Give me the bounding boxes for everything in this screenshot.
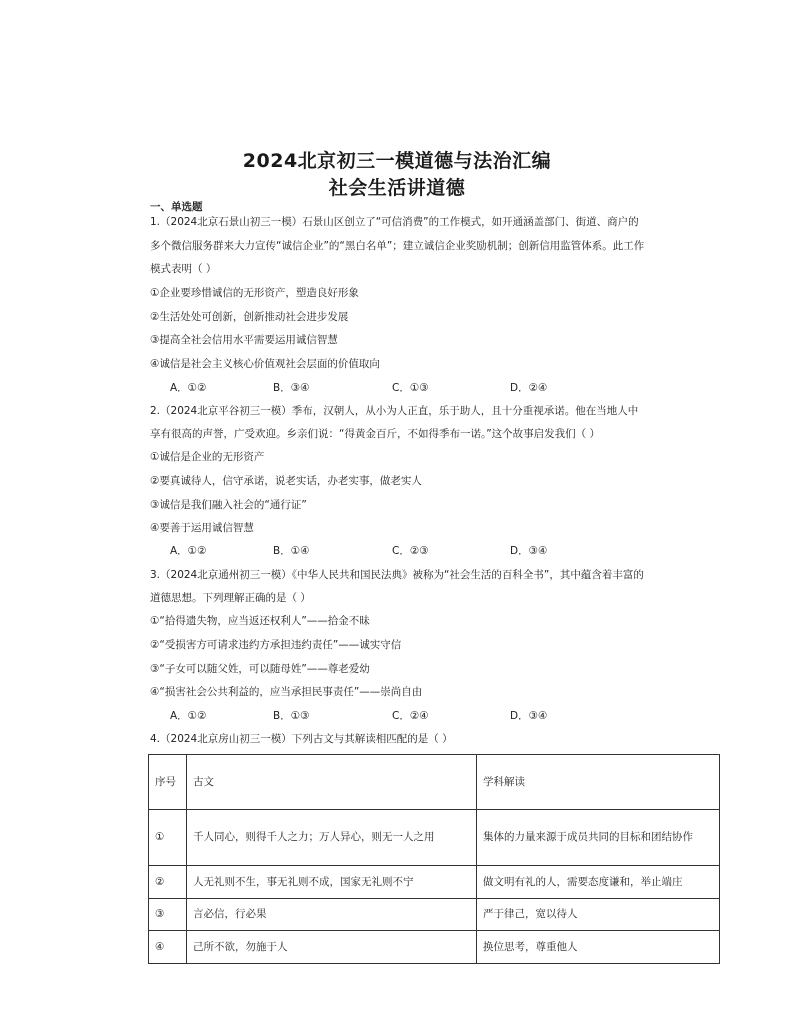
q1-option-b: B．③④ bbox=[273, 382, 310, 394]
q2-option-d: D．③④ bbox=[510, 545, 548, 557]
table-cell: 己所不欲，勿施于人 bbox=[187, 931, 477, 964]
matching-table bbox=[148, 754, 720, 964]
section-label: 一、单选题 bbox=[150, 201, 203, 213]
q2-option-a: A．①② bbox=[170, 545, 207, 557]
q1-item-1: ①企业要珍惜诚信的无形资产，塑造良好形象 bbox=[150, 287, 359, 299]
table-row bbox=[149, 866, 720, 899]
table-row bbox=[149, 810, 720, 866]
q2-stem-line-2: 享有很高的声誉，广受欢迎。乡亲们说：“得黄金百斤，不如得季布一诺。”这个故事启发我们（ ） bbox=[150, 428, 600, 440]
table-header-cell: 古文 bbox=[187, 755, 477, 810]
q3-stem-line-2: 道德思想。下列理解正确的是（ ） bbox=[150, 592, 311, 604]
q1-option-c: C．①③ bbox=[392, 382, 429, 394]
q1-option-d: D．②④ bbox=[510, 382, 548, 394]
q3-stem-line-1: 3.（2024北京通州初三一模）《中华人民共和国民法典》被称为“社会生活的百科全书”，其中蕴含着丰富的 bbox=[150, 569, 644, 581]
table-cell: 做文明有礼的人，需要态度谦和，举止端庄 bbox=[477, 866, 720, 899]
table-header-cell: 序号 bbox=[149, 755, 187, 810]
q1-stem-line-2: 多个微信服务群来大力宣传“诚信企业”的“黑白名单”；建立诚信企业奖励机制；创新信用监管体系。此工作 bbox=[150, 240, 645, 252]
table-cell: ② bbox=[149, 866, 187, 899]
q1-item-4: ④诚信是社会主义核心价值观社会层面的价值取向 bbox=[150, 358, 380, 370]
table-cell: 集体的力量来源于成员共同的目标和团结协作 bbox=[477, 810, 720, 866]
q2-item-2: ②要真诚待人，信守承诺，说老实话，办老实事，做老实人 bbox=[150, 475, 422, 487]
q3-option-b: B．①③ bbox=[273, 710, 310, 722]
q1-item-3: ③提高全社会信用水平需要运用诚信智慧 bbox=[150, 334, 338, 346]
q1-stem-line-1: 1.（2024北京石景山初三一模）石景山区创立了“可信消费”的工作模式，如开通涵盖部门、街道、商户的 bbox=[150, 216, 639, 228]
table-cell: 人无礼则不生，事无礼则不成，国家无礼则不宁 bbox=[187, 866, 477, 899]
table-cell: ① bbox=[149, 810, 187, 866]
q4-stem-line-1: 4.（2024北京房山初三一模）下列古文与其解读相匹配的是（ ） bbox=[150, 733, 453, 745]
table-cell: 言必信，行必果 bbox=[187, 899, 477, 931]
q2-option-b: B．①④ bbox=[273, 545, 310, 557]
table-cell: 严于律己，宽以待人 bbox=[477, 899, 720, 931]
q3-item-4: ④“损害社会公共利益的，应当承担民事责任”——崇尚自由 bbox=[150, 686, 423, 698]
q3-item-1: ①“拾得遗失物，应当返还权利人”——拾金不昧 bbox=[150, 615, 370, 627]
table-row bbox=[149, 899, 720, 931]
q2-stem-line-1: 2.（2024北京平谷初三一模）季布，汉朝人，从小为人正直，乐于助人，且十分重视承诺。他在当地人中 bbox=[150, 405, 639, 417]
q1-item-2: ②生活处处可创新，创新推动社会进步发展 bbox=[150, 311, 349, 323]
q3-option-a: A．①② bbox=[170, 710, 207, 722]
table-header-cell: 学科解读 bbox=[477, 755, 720, 810]
q3-item-2: ②“受损害方可请求违约方承担违约责任”——诚实守信 bbox=[150, 639, 402, 651]
q2-item-1: ①诚信是企业的无形资产 bbox=[150, 451, 265, 463]
q3-option-c: C．②④ bbox=[392, 710, 429, 722]
document-title: 2024北京初三一模道德与法治汇编 bbox=[242, 150, 552, 172]
q2-item-4: ④要善于运用诚信智慧 bbox=[150, 522, 254, 534]
q1-option-a: A．①② bbox=[170, 382, 207, 394]
table-cell: 换位思考，尊重他人 bbox=[477, 931, 720, 964]
table-cell: ④ bbox=[149, 931, 187, 964]
table-row bbox=[149, 931, 720, 964]
table-header-row bbox=[149, 755, 720, 810]
q1-stem-line-3: 模式表明（ ） bbox=[150, 263, 217, 275]
q2-item-3: ③诚信是我们融入社会的“通行证” bbox=[150, 499, 307, 511]
q3-item-3: ③“子女可以随父姓，可以随母姓”——尊老爱幼 bbox=[150, 663, 370, 675]
table-cell: 千人同心，则得千人之力；万人异心，则无一人之用 bbox=[187, 810, 477, 866]
document-subtitle: 社会生活讲道德 bbox=[328, 177, 466, 199]
table-cell: ③ bbox=[149, 899, 187, 931]
q3-option-d: D．③④ bbox=[510, 710, 548, 722]
q2-option-c: C．②③ bbox=[392, 545, 429, 557]
